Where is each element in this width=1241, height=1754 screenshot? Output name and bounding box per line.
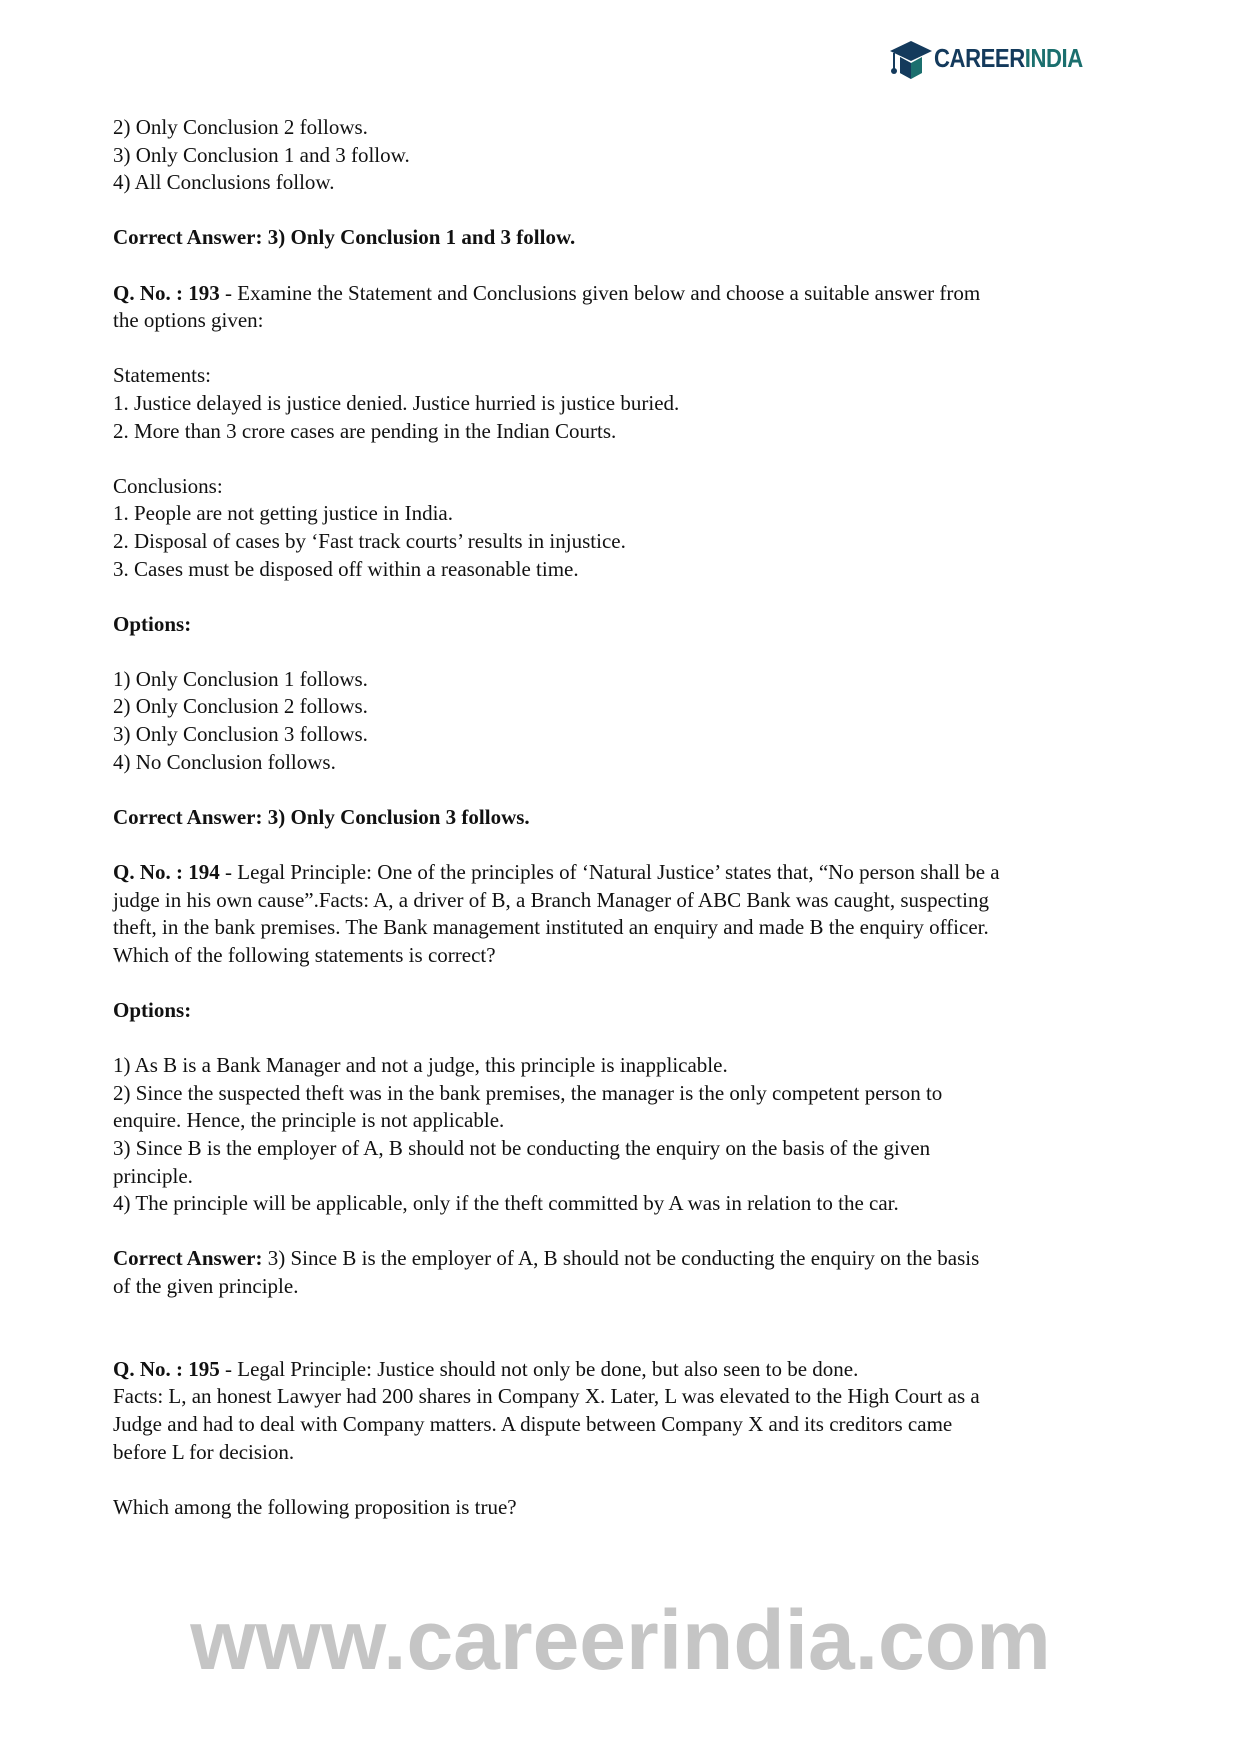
text-line xyxy=(113,1052,1133,1080)
blank-line xyxy=(113,1218,1133,1246)
line-text: Facts: L, an honest Lawyer had 200 shares in Company X. Later, L was elevated to the High Court as a xyxy=(113,1384,980,1409)
blank-line xyxy=(113,197,1133,225)
line-text: Which among the following proposition is true? xyxy=(113,1494,517,1519)
line-text: 1) As B is a Bank Manager and not a judge, this principle is inapplicable. xyxy=(113,1053,728,1078)
line-text: principle. xyxy=(113,1163,193,1188)
text-line xyxy=(113,804,1133,832)
text-line xyxy=(113,390,1133,418)
text-line xyxy=(113,1135,1133,1163)
text-line xyxy=(113,721,1133,749)
blank-line xyxy=(113,1466,1133,1494)
graduation-cap-icon xyxy=(888,35,934,81)
line-text: 1) Only Conclusion 1 follows. xyxy=(113,666,368,691)
text-line xyxy=(113,942,1133,970)
text-line xyxy=(113,473,1133,501)
line-text: before L for decision. xyxy=(113,1439,295,1464)
line-text: 2) Only Conclusion 2 follows. xyxy=(113,115,368,139)
bold-label: Q. No. : 193 xyxy=(113,280,220,305)
text-line xyxy=(113,418,1133,446)
text-line xyxy=(113,914,1133,942)
text-line xyxy=(113,169,1133,197)
text-line xyxy=(113,1494,1133,1522)
blank-line xyxy=(113,252,1133,280)
blank-line xyxy=(113,445,1133,473)
line-text: - Legal Principle: One of the principles of ‘Natural Justice’ states that, “No person shall be a xyxy=(219,860,1000,885)
line-text: 2. Disposal of cases by ‘Fast track courts’ results in injustice. xyxy=(113,528,626,553)
blank-line xyxy=(113,583,1133,611)
text-line xyxy=(113,611,1133,639)
logo-text-india: INDIA xyxy=(1024,42,1083,73)
line-text: 3) Since B is the employer of A, B should not be conducting the enquiry on the basis xyxy=(262,1246,980,1271)
text-line xyxy=(113,1411,1133,1439)
line-text: judge in his own cause”.Facts: A, a driver of B, a Branch Manager of ABC Bank was caught, suspecting xyxy=(113,887,989,912)
text-line xyxy=(113,1383,1133,1411)
text-line xyxy=(113,1356,1133,1384)
text-line xyxy=(113,887,1133,915)
careerindia-logo xyxy=(888,34,1109,82)
line-text: 3) Since B is the employer of A, B should not be conducting the enquiry on the basis of the given xyxy=(113,1135,931,1160)
line-text: - Legal Principle: Justice should not only be done, but also seen to be done. xyxy=(219,1356,859,1381)
bold-label: Options: xyxy=(113,998,192,1022)
blank-line xyxy=(113,831,1133,859)
document-body xyxy=(113,114,1133,1521)
line-text: 2) Only Conclusion 2 follows. xyxy=(113,694,368,719)
line-text: 2) Since the suspected theft was in the bank premises, the manager is the only competent person to xyxy=(113,1080,943,1105)
blank-line xyxy=(113,1301,1133,1329)
text-line xyxy=(113,142,1133,170)
text-line xyxy=(113,500,1133,528)
line-text: enquire. Hence, the principle is not applicable. xyxy=(113,1108,505,1133)
bold-label: Q. No. : 194 xyxy=(113,860,220,885)
text-line xyxy=(113,1080,1133,1108)
text-line xyxy=(113,1245,1133,1273)
text-line xyxy=(113,749,1133,777)
bold-label: Q. No. : 195 xyxy=(113,1356,220,1381)
line-text: the options given: xyxy=(113,308,264,333)
bold-label: Correct Answer: 3) Only Conclusion 1 and 3 follow. xyxy=(113,225,576,250)
text-line xyxy=(113,362,1133,390)
line-text: Statements: xyxy=(113,363,211,388)
blank-line xyxy=(113,1025,1133,1053)
blank-line xyxy=(113,1328,1133,1356)
bold-label: Options: xyxy=(113,611,192,636)
line-text: Which of the following statements is correct? xyxy=(113,942,496,967)
text-line xyxy=(113,1163,1133,1191)
text-line xyxy=(113,528,1133,556)
line-text: 1. Justice delayed is justice denied. Justice hurried is justice buried. xyxy=(113,390,680,415)
text-line xyxy=(113,224,1133,252)
text-line xyxy=(113,307,1133,335)
line-text: of the given principle. xyxy=(113,1273,299,1298)
blank-line xyxy=(113,335,1133,363)
line-text: Judge and had to deal with Company matters. A dispute between Company X and its creditors came xyxy=(113,1411,953,1436)
text-line xyxy=(113,666,1133,694)
blank-line xyxy=(113,776,1133,804)
text-line xyxy=(113,280,1133,308)
text-line xyxy=(113,556,1133,584)
text-line xyxy=(113,1439,1133,1467)
line-text: theft, in the bank premises. The Bank management instituted an enquiry and made B the enquiry officer. xyxy=(113,915,989,940)
bold-label: Correct Answer: xyxy=(113,1246,263,1271)
line-text: 3. Cases must be disposed off within a reasonable time. xyxy=(113,556,579,581)
text-line xyxy=(113,1107,1133,1135)
blank-line xyxy=(113,638,1133,666)
line-text: - Examine the Statement and Conclusions given below and choose a suitable answer from xyxy=(219,280,981,305)
text-line xyxy=(113,114,1133,142)
text-line xyxy=(113,1273,1133,1301)
logo-text-career: CAREER xyxy=(934,42,1025,73)
line-text: Conclusions: xyxy=(113,473,223,498)
text-line xyxy=(113,693,1133,721)
line-text: 3) Only Conclusion 1 and 3 follow. xyxy=(113,142,410,167)
line-text: 4) All Conclusions follow. xyxy=(113,170,335,195)
text-line xyxy=(113,997,1133,1025)
text-line xyxy=(113,859,1133,887)
line-text: 3) Only Conclusion 3 follows. xyxy=(113,722,368,747)
bold-label: Correct Answer: 3) Only Conclusion 3 follows. xyxy=(113,804,530,829)
line-text: 4) The principle will be applicable, only if the theft committed by A was in relation to the car. xyxy=(113,1191,899,1216)
blank-line xyxy=(113,969,1133,997)
line-text: 4) No Conclusion follows. xyxy=(113,749,336,774)
watermark: www.careerindia.com xyxy=(190,1593,1051,1687)
text-line xyxy=(113,1190,1133,1218)
line-text: 2. More than 3 crore cases are pending in the Indian Courts. xyxy=(113,418,617,443)
line-text: 1. People are not getting justice in India. xyxy=(113,501,453,526)
